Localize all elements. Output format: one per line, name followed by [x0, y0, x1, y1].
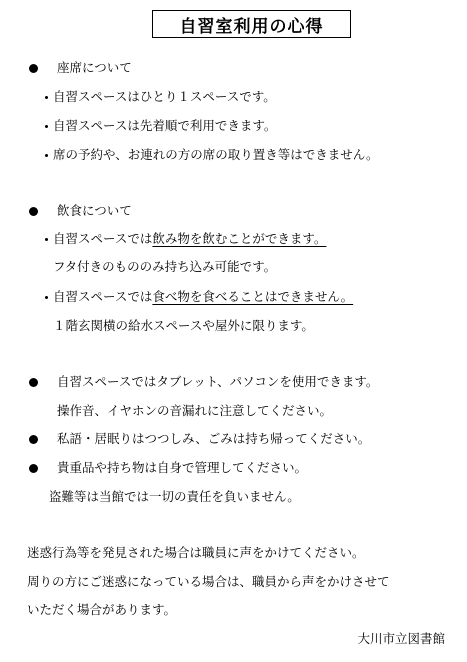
section-heading-food: 飲食について — [57, 203, 132, 218]
footer-line: 迷惑行為等を発見された場合は職員に声をかけてください。 — [27, 545, 365, 560]
rule-note: 操作音、イヤホンの音漏れに注意してください。 — [57, 403, 333, 418]
section-bullet — [29, 435, 38, 444]
item-prefix: 自習スペースでは — [53, 231, 153, 246]
rule-text: 自習スペースではタブレット、パソコンを使用できます。 — [57, 374, 379, 389]
item-underlined: 飲み物を飲むことができます。 — [152, 231, 327, 246]
list-item — [53, 231, 326, 247]
rule-text: 私語・居眠りはつつしみ、ごみは持ち帰ってください。 — [57, 431, 371, 446]
page-title-text: 自習室利用の心得 — [179, 16, 324, 37]
footer-line: いただく場合があります。 — [27, 602, 177, 617]
section-bullet — [29, 207, 38, 216]
list-item: 自習スペースはひとり１スペースです。 — [53, 89, 276, 104]
section-heading-seat: 座席について — [57, 60, 132, 75]
list-item: 自習スペースは先着順で利用できます。 — [53, 118, 277, 133]
item-bullet — [45, 296, 48, 299]
item-bullet — [45, 125, 48, 128]
library-signature: 大川市立図書館 — [357, 631, 445, 646]
rule-text: 貴重品や持ち物は自身で管理してください。 — [57, 460, 308, 475]
list-item — [53, 289, 353, 305]
list-item: 席の予約や、お連れの方の席の取り置き等はできません。 — [53, 147, 379, 162]
item-underlined: 食べ物を食べることはできません。 — [152, 289, 354, 304]
item-bullet — [45, 96, 48, 99]
item-prefix: 自習スペースでは — [53, 289, 153, 304]
section-bullet — [29, 64, 38, 73]
page-title — [152, 10, 351, 38]
rule-note: 盗難等は当館では一切の責任を負いません。 — [49, 489, 300, 504]
footer-line: 周りの方にご迷惑になっている場合は、職員から声をかけさせて — [27, 574, 390, 589]
section-bullet — [29, 464, 38, 473]
item-note: フタ付きのもののみ持ち込み可能です。 — [53, 259, 277, 274]
item-bullet — [45, 154, 48, 157]
item-note: １階玄関横の給水スペースや屋外に限ります。 — [53, 318, 314, 333]
section-bullet — [29, 378, 38, 387]
item-bullet — [45, 238, 48, 241]
